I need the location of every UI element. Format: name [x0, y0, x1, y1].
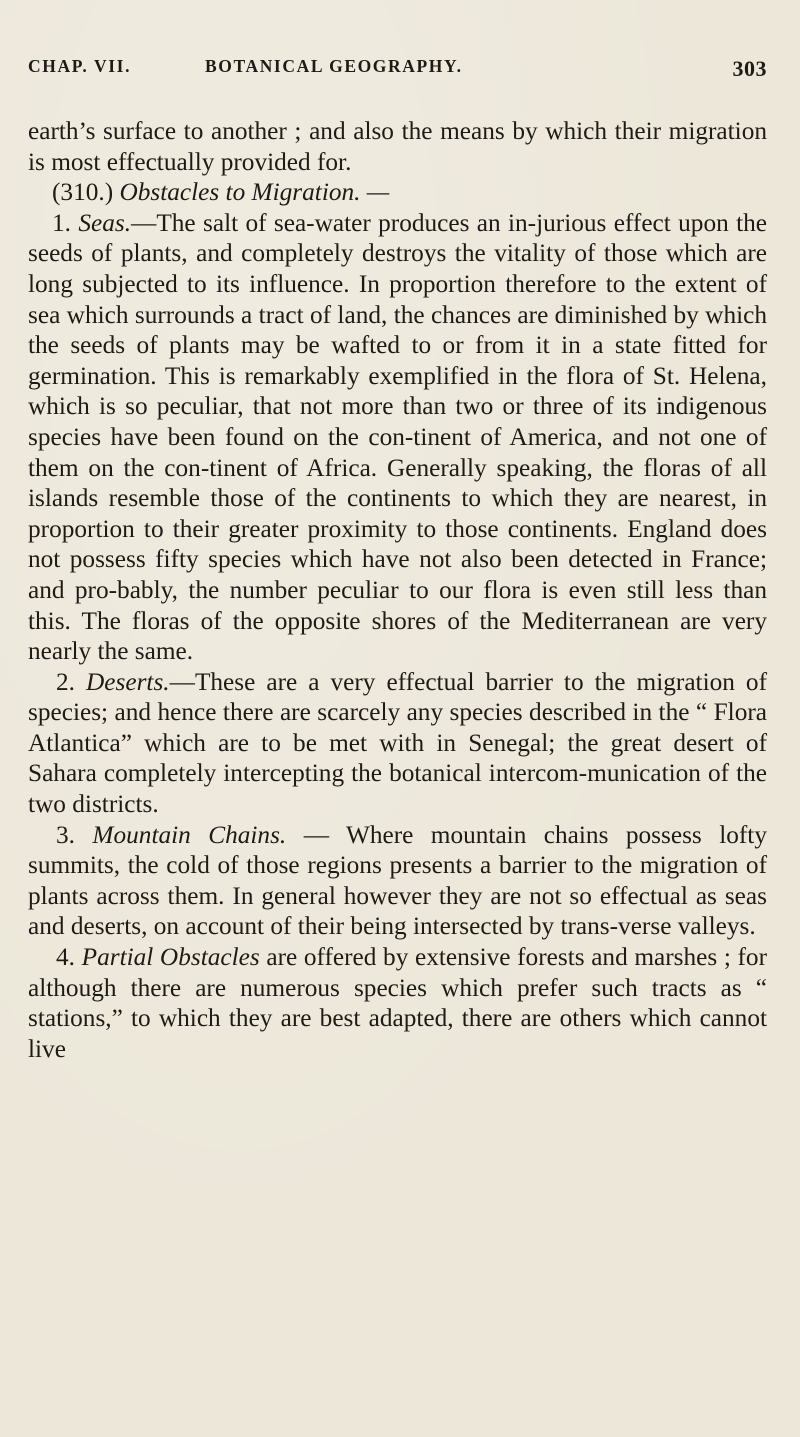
item-text: —The salt of sea-water produces an in-jurious effect upon the seeds of plants, and completely destroys the vitality of those which are long subjected to its influence. In proportion therefore to the extent of sea which surrounds a tract of land, the chances are diminished by which the seeds of plants may be wafted to or from it in a state fitted for germination. This is remarkably exemplified in the flora of St. Helena, which is so peculiar, that not more than two or three of its indigenous species have been found on the con-tinent of America, and not one of them on the con-tinent of Africa. Generally speaking, the floras of all islands resemble those of the continents to which they are nearest, in proportion to their greater proximity to those continents. England does not possess fifty species which have not also been detected in France; and pro-bably, the number peculiar to our flora is even still less than this. The floras of the opposite shores of the Mediterranean are very nearly the same.: [28, 208, 767, 666]
item-text: —These are a very effectual barrier to the migration of species; and hence there are scarcely any species described in the “ Flora Atlantica” which are to be met with in Senegal; the great desert of Sahara completely intercepting the botanical intercom-munication of the two districts.: [28, 667, 767, 819]
item-text: — Where mountain chains possess lofty summits, the cold of those regions presents a barrier to the migration of plants across them. In general however they are not so effectual as seas and deserts, on account of their being intersected by trans-verse valleys.: [28, 820, 767, 941]
item-title: Seas.: [78, 208, 132, 237]
item-text: are offered by extensive forests and marshes ; for although there are numerous species which prefer such tracts as “ stations,” to which they are best adapted, there are others which cannot live: [28, 943, 768, 1063]
section-number: (310.): [52, 178, 114, 207]
body-text: [28, 116, 767, 1064]
paragraph-partial-obstacles: [28, 942, 767, 1064]
item-title: Partial Obstacles: [81, 943, 260, 972]
item-title: Deserts.: [86, 667, 170, 696]
item-title: Mountain Chains.: [92, 820, 287, 849]
chapter-label: CHAP. VII.: [28, 56, 132, 76]
section-title: Obstacles to Migration. —: [119, 178, 390, 207]
item-number: 1.: [52, 208, 71, 237]
paragraph-seas: [28, 208, 767, 667]
paragraph-continuation: earth’s surface to another ; and also the means by which their migration is most effectually provided for.: [28, 117, 767, 176]
running-header: [28, 0, 767, 81]
page-number: 303: [732, 56, 767, 81]
running-title: BOTANICAL GEOGRAPHY.: [205, 56, 463, 76]
item-number: 3.: [56, 820, 75, 849]
section-heading: [28, 177, 767, 208]
paragraph-deserts: [28, 667, 767, 820]
item-number: 2.: [56, 667, 75, 696]
item-number: 4.: [56, 943, 75, 972]
paragraph-mountain-chains: [28, 820, 767, 942]
